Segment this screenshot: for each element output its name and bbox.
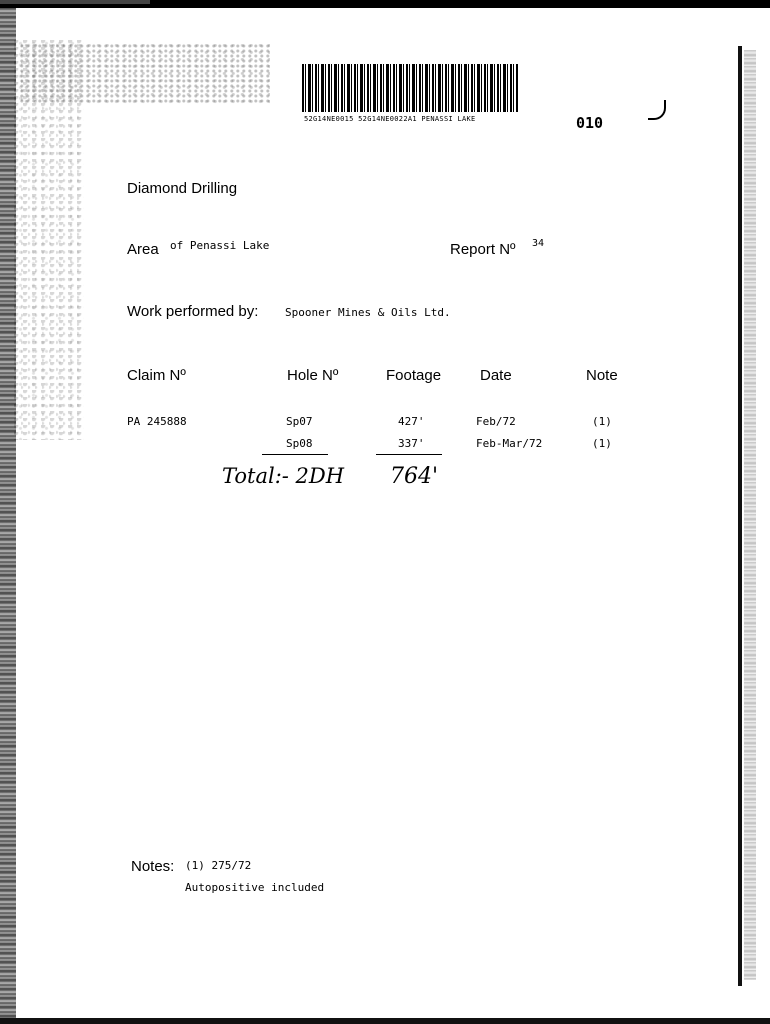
area-label: Area [127,241,159,258]
scan-right-shadow [744,50,756,980]
report-value: 34 [532,238,545,249]
header-hole: Hole Nº [287,367,339,384]
header-note: Note [586,367,618,384]
notes-line1: (1) 275/72 [185,859,252,872]
barcode-graphic [302,64,518,112]
area-value: of Penassi Lake [170,239,270,252]
header-claim: Claim Nº [127,367,186,384]
row1-note: (1) [592,415,612,428]
scan-top-noise [20,44,270,104]
scan-bottom-border [0,1018,770,1024]
row1-date: Feb/72 [476,415,516,428]
work-value: Spooner Mines & Oils Ltd. [285,306,451,319]
handwritten-corner-mark [648,100,666,120]
header-footage: Footage [386,367,442,384]
document-title: Diamond Drilling [127,180,238,197]
scan-top-border-accent [0,0,150,4]
row1-claim: PA 245888 [127,415,187,428]
barcode-caption: 52G14NE0015 52G14NE0022A1 PENASSI LAKE [304,115,476,123]
row1-hole: Sp07 [286,415,313,428]
scan-right-edge [738,46,742,986]
work-label: Work performed by: [127,303,259,320]
footage-underline [376,454,442,455]
notes-line2: Autopositive included [185,881,325,894]
row2-note: (1) [592,437,612,450]
notes-label: Notes: [131,858,175,875]
row2-hole: Sp08 [286,437,313,450]
row2-footage: 337' [398,437,425,450]
handwritten-total-label: Total:- 2DH [222,464,345,488]
handwritten-total-value: 764' [390,464,439,489]
hole-underline [262,454,328,455]
page-code: 010 [576,114,604,132]
header-date: Date [480,367,512,384]
report-label: Report Nº [450,241,516,258]
row2-date: Feb-Mar/72 [476,437,543,450]
row1-footage: 427' [398,415,425,428]
